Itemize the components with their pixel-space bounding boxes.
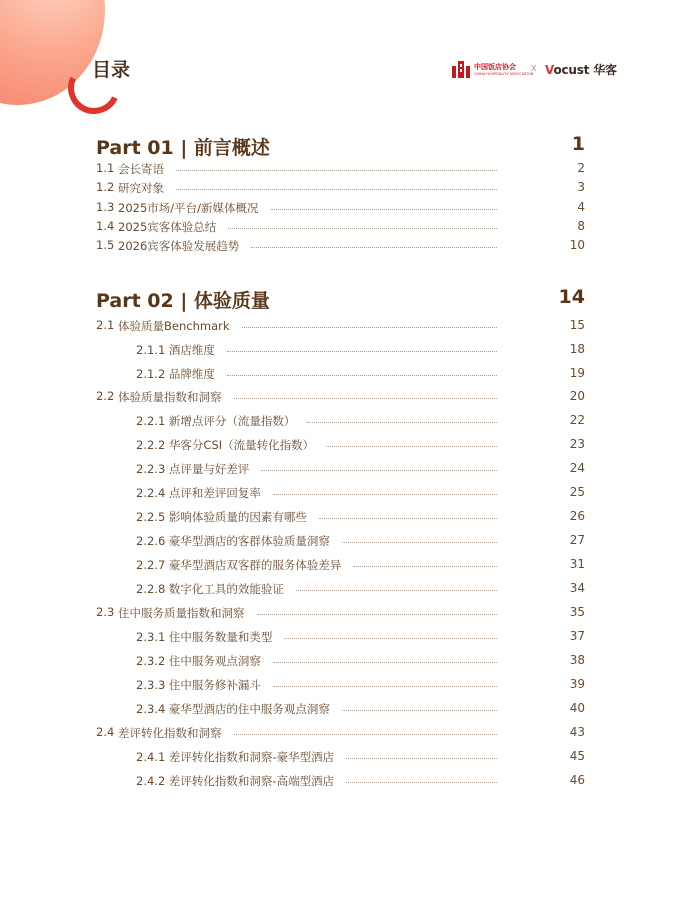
vocust-logo (545, 61, 617, 78)
toc-entry-label: 2.2.7 豪华型酒店双客群的服务体验差异 (136, 558, 342, 572)
toc-entry[interactable] (96, 629, 585, 647)
toc-entry-label: 2025市场/平台/新媒体概况 (118, 201, 259, 215)
toc-entry-number: 2.4 (96, 725, 115, 739)
header-logos (450, 58, 650, 84)
toc-dot-leader (284, 638, 497, 639)
toc-entry-number: 1.1 (96, 161, 115, 175)
toc-entry-label: 体验质量指数和洞察 (118, 390, 222, 404)
toc-entry[interactable] (96, 200, 585, 218)
toc-entry-label: 2.2.3 点评量与好差评 (136, 462, 250, 476)
toc-dot-leader (273, 494, 497, 495)
toc-part-page-number: 14 (558, 286, 585, 308)
toc-dot-leader (296, 590, 497, 591)
toc-entry-label: 2.2.2 华客分CSI（流量转化指数） (136, 438, 315, 452)
toc-entry[interactable] (96, 725, 585, 743)
toc-dot-leader (176, 170, 497, 171)
toc-entry-label: 2025宾客体验总结 (118, 220, 217, 234)
toc-entry[interactable] (96, 653, 585, 671)
toc-entry[interactable] (96, 485, 585, 503)
toc-entry-page-number: 38 (569, 653, 585, 667)
toc-entry[interactable] (96, 342, 585, 360)
toc-entry-label: 差评转化指数和洞察 (118, 726, 222, 740)
toc-dot-leader (342, 710, 497, 711)
toc-entry[interactable] (96, 557, 585, 575)
toc-entry-label: 住中服务质量指数和洞察 (118, 606, 245, 620)
toc-dot-leader (346, 758, 497, 759)
toc-entry-label: 研究对象 (118, 181, 164, 195)
toc-entry-number: 1.3 (96, 200, 115, 214)
toc-part-heading[interactable] (96, 286, 585, 312)
toc-entry-page-number: 2 (577, 161, 585, 175)
toc-entry[interactable] (96, 318, 585, 336)
toc-entry-page-number: 15 (569, 318, 585, 332)
toc-entry-number: 1.4 (96, 219, 115, 233)
toc-entry[interactable] (96, 701, 585, 719)
toc-part-page-number: 1 (571, 133, 585, 155)
toc-dot-leader (227, 351, 497, 352)
toc-dot-leader (227, 375, 497, 376)
toc-entry-label: 会长寄语 (118, 162, 164, 176)
toc-entry[interactable] (96, 219, 585, 237)
toc-entry-label: 2026宾客体验发展趋势 (118, 239, 240, 253)
vocust-logo-v: V (545, 63, 554, 77)
toc-dot-leader (307, 422, 497, 423)
toc-entry-page-number: 4 (577, 200, 585, 214)
toc-dot-leader (257, 614, 497, 615)
toc-entry-page-number: 26 (569, 509, 585, 523)
toc-entry-page-number: 10 (569, 238, 585, 252)
toc-entry-label: 2.4.1 差评转化指数和洞察-豪华型酒店 (136, 750, 335, 764)
toc-entry-label: 2.3.1 住中服务数量和类型 (136, 630, 273, 644)
toc-dot-leader (234, 398, 497, 399)
toc-entry-label: 2.3.3 住中服务修补漏斗 (136, 678, 261, 692)
toc-entry[interactable] (96, 366, 585, 384)
toc-dot-leader (271, 209, 497, 210)
toc-entry-page-number: 20 (569, 389, 585, 403)
toc-entry[interactable] (96, 413, 585, 431)
association-logo-text: 中国饭店协会 (474, 63, 516, 71)
toc-entry-page-number: 18 (569, 342, 585, 356)
toc-entry-label: 2.2.6 豪华型酒店的客群体验质量洞察 (136, 534, 330, 548)
toc-entry[interactable] (96, 389, 585, 407)
toc-dot-leader (326, 446, 497, 447)
toc-entry[interactable] (96, 533, 585, 551)
toc-entry[interactable] (96, 749, 585, 767)
toc-entry-page-number: 25 (569, 485, 585, 499)
toc-dot-leader (234, 734, 497, 735)
toc-entry-page-number: 34 (569, 581, 585, 595)
toc-entry-page-number: 37 (569, 629, 585, 643)
toc-entry[interactable] (96, 161, 585, 179)
toc-part-title: Part 01 | 前言概述 (96, 137, 270, 159)
toc-entry-label: 体验质量Benchmark (118, 319, 230, 333)
toc-dot-leader (242, 327, 497, 328)
page-title: 目录 (92, 59, 131, 81)
toc-entry-page-number: 8 (577, 219, 585, 233)
toc-entry-page-number: 43 (569, 725, 585, 739)
toc-entry-label: 2.2.4 点评和差评回复率 (136, 486, 261, 500)
toc-entry-page-number: 31 (569, 557, 585, 571)
toc-entry-label: 2.4.2 差评转化指数和洞察-高端型酒店 (136, 774, 335, 788)
toc-entry-label: 2.2.1 新增点评分（流量指数） (136, 414, 296, 428)
toc-entry-page-number: 45 (569, 749, 585, 763)
toc-entry[interactable] (96, 581, 585, 599)
toc-entry[interactable] (96, 773, 585, 791)
toc-dot-leader (261, 470, 497, 471)
toc-entry[interactable] (96, 437, 585, 455)
toc-entry-page-number: 3 (577, 180, 585, 194)
toc-dot-leader (228, 228, 497, 229)
toc-dot-leader (273, 686, 497, 687)
toc-entry-number: 1.2 (96, 180, 115, 194)
toc-entry-number: 2.2 (96, 389, 115, 403)
toc-entry-label: 2.3.4 豪华型酒店的住中服务观点洞察 (136, 702, 330, 716)
toc-entry-number: 1.5 (96, 238, 115, 252)
toc-entry[interactable] (96, 238, 585, 256)
toc-part-heading[interactable] (96, 133, 585, 159)
toc-entry-page-number: 35 (569, 605, 585, 619)
toc-entry-page-number: 22 (569, 413, 585, 427)
toc-entry[interactable] (96, 677, 585, 695)
toc-entry-label: 2.2.8 数字化工具的效能验证 (136, 582, 284, 596)
toc-entry-page-number: 23 (569, 437, 585, 451)
toc-entry-number: 2.1 (96, 318, 115, 332)
hotel-association-logo-icon (450, 58, 472, 80)
toc-dot-leader (346, 782, 497, 783)
association-logo-english: CHINA HOSPITALITY ASSOCIATION (474, 72, 534, 76)
toc-entry[interactable] (96, 605, 585, 623)
toc-dot-leader (273, 662, 497, 663)
toc-entry-page-number: 40 (569, 701, 585, 715)
toc-entry-page-number: 19 (569, 366, 585, 380)
vocust-logo-rest: ocust 华客 (553, 63, 617, 77)
toc-entry-page-number: 46 (569, 773, 585, 787)
toc-entry[interactable] (96, 461, 585, 479)
toc-dot-leader (319, 518, 497, 519)
toc-part-title: Part 02 | 体验质量 (96, 290, 270, 312)
toc-entry[interactable] (96, 180, 585, 198)
toc-dot-leader (176, 189, 497, 190)
toc-entry-label: 2.2.5 影响体验质量的因素有哪些 (136, 510, 307, 524)
toc-entry-number: 2.3 (96, 605, 115, 619)
toc-entry-label: 2.1.1 酒店维度 (136, 343, 215, 357)
toc-entry-page-number: 27 (569, 533, 585, 547)
toc-entry-page-number: 24 (569, 461, 585, 475)
toc-entry[interactable] (96, 509, 585, 527)
toc-entry-label: 2.3.2 住中服务观点洞察 (136, 654, 261, 668)
toc-dot-leader (251, 247, 497, 248)
toc-entry-label: 2.1.2 品牌维度 (136, 367, 215, 381)
toc-dot-leader (342, 542, 497, 543)
toc-entry-page-number: 39 (569, 677, 585, 691)
logo-separator: X (531, 64, 537, 73)
toc-dot-leader (353, 566, 497, 567)
